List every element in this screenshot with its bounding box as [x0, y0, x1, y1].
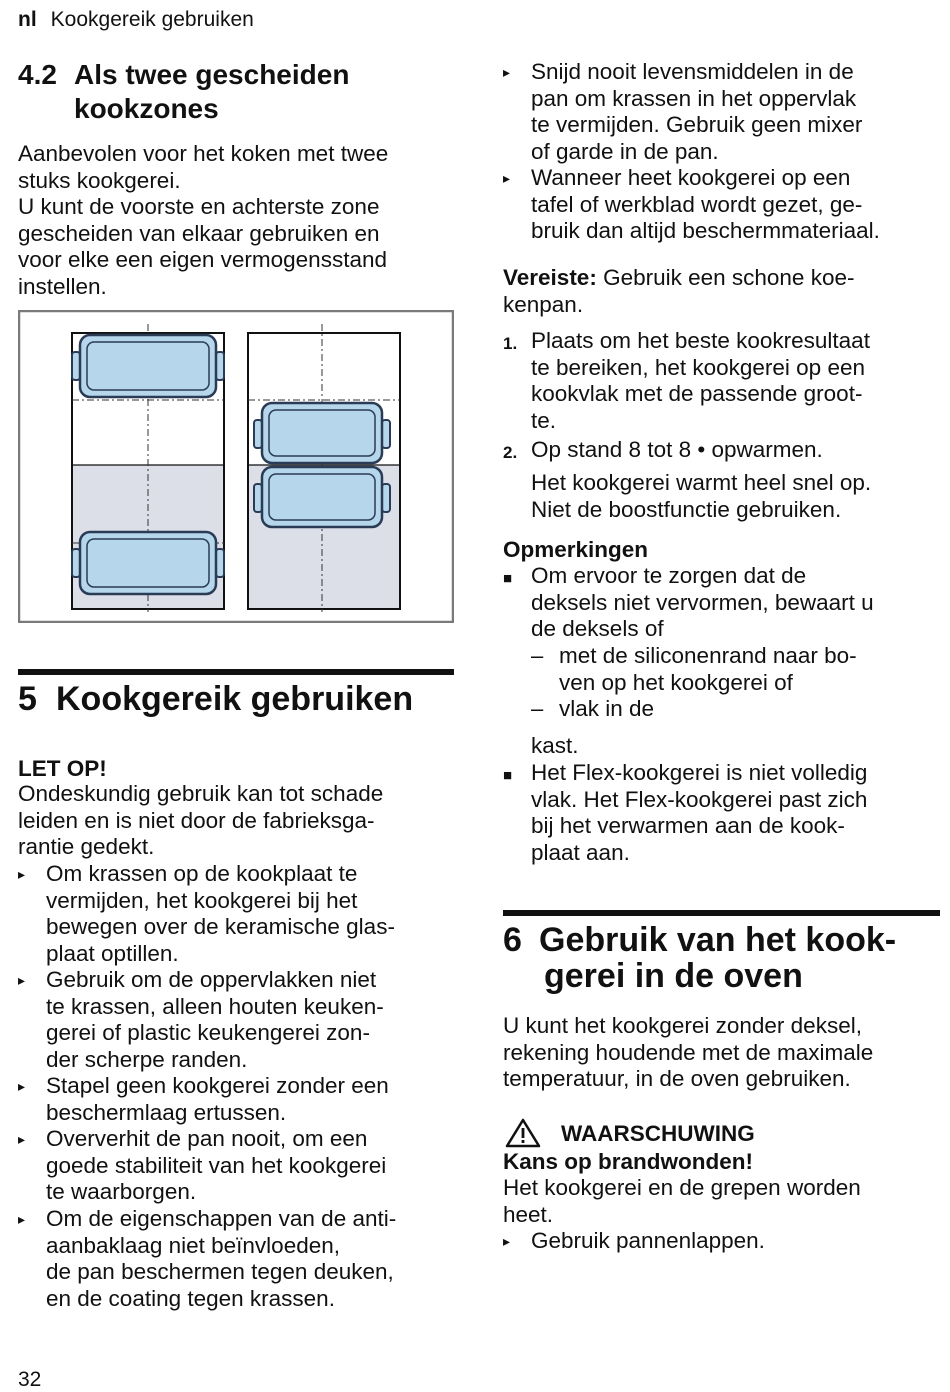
- cooktop-zones-illustration: [18, 310, 454, 623]
- page-number: 32: [18, 1368, 42, 1391]
- triangle-bullet-icon: ▸: [18, 1211, 26, 1227]
- remark-tail: kast.: [531, 733, 579, 758]
- bullet-line: of garde in de pan.: [531, 138, 719, 164]
- section-4-2-title-line2: kookzones: [74, 93, 219, 124]
- bullet-line: bewegen over de keramische glas-: [46, 914, 395, 939]
- square-bullet-icon: ■: [503, 570, 513, 587]
- step-line: Plaats om het beste kookresultaat: [531, 328, 870, 353]
- bullet-line: plaat optillen.: [46, 940, 179, 966]
- square-bullet-icon: ■: [503, 767, 513, 784]
- bullet-line: bruik dan altijd beschermmateriaal.: [531, 218, 880, 243]
- dash-line: met de siliconenrand naar bo-: [559, 643, 857, 668]
- remark-line: vlak. Het Flex-kookgerei past zich: [531, 786, 868, 812]
- step-line: te.: [531, 407, 557, 433]
- paragraph-line: U kunt het kookgerei zonder deksel,: [503, 1013, 862, 1038]
- notice-line: rantie gedekt.: [18, 834, 155, 859]
- remark-line: de deksels of: [531, 616, 664, 641]
- warning-text: [503, 1175, 861, 1228]
- paragraph-line: instellen.: [18, 273, 107, 299]
- pan-right-rear: [254, 467, 390, 527]
- bullet-line: Om de eigenschappen van de anti-: [46, 1206, 397, 1231]
- warning-triangle-icon: [505, 1118, 541, 1148]
- section-6-number: 6: [503, 921, 522, 959]
- paragraph-line: U kunt de voorste en achterste zone: [18, 194, 380, 219]
- triangle-bullet-icon: ▸: [18, 972, 26, 988]
- dash-line: ven op het kookgerei of: [559, 669, 793, 695]
- bullet-line: en de coating tegen krassen.: [46, 1285, 335, 1311]
- result-line: Niet de boostfunctie gebruiken.: [531, 496, 842, 522]
- bullet-line: gerei of plastic keukengerei zon-: [46, 1020, 370, 1045]
- remark-line: plaat aan.: [531, 839, 630, 865]
- bullet-line: Gebruik om de oppervlakken niet: [46, 967, 377, 992]
- bullet-line: de pan beschermen tegen deuken,: [46, 1259, 394, 1284]
- triangle-bullet-icon: ▸: [18, 866, 26, 882]
- result-line: Het kookgerei warmt heel snel op.: [531, 470, 872, 495]
- bullet-line: vermijden, het kookgerei bij het: [46, 887, 358, 913]
- bullet-line: Oververhit de pan nooit, om een: [46, 1126, 368, 1151]
- section-5-title: Kookgereik gebruiken: [56, 680, 414, 718]
- header-title: Kookgereik gebruiken: [50, 8, 254, 31]
- bullet-line: te krassen, alleen houten keuken-: [46, 993, 384, 1019]
- warning-title: WAARSCHUWING: [561, 1121, 755, 1146]
- dash-marker: –: [531, 696, 544, 721]
- bullet-line: te waarborgen.: [46, 1179, 197, 1204]
- prerequisite-label: Vereiste:: [503, 265, 597, 290]
- section-5-number: 5: [18, 680, 37, 718]
- notice-line: Ondeskundig gebruik kan tot schade: [18, 781, 384, 806]
- remark-line: bij het verwarmen aan de kook-: [531, 813, 845, 838]
- bullet-line: goede stabiliteit van het kookgerei: [46, 1152, 387, 1178]
- bullet-line: aanbaklaag niet beïnvloeden,: [46, 1232, 340, 1258]
- section-4-2-number: 4.2: [18, 59, 57, 90]
- pan-left-front: [72, 335, 224, 397]
- bullet-line: Snijd nooit levensmiddelen in de: [531, 59, 854, 84]
- step-number: 1.: [503, 334, 518, 353]
- prerequisite-text: Gebruik een schone koe-: [596, 265, 855, 290]
- paragraph-line: voor elke een eigen vermogensstand: [18, 247, 387, 272]
- bullet-line: Om krassen op de kookplaat te: [46, 861, 358, 886]
- bullet-line: der scherpe randen.: [46, 1046, 248, 1072]
- section-6-paragraph: [503, 1013, 873, 1093]
- remark-line: Om ervoor te zorgen dat de: [531, 563, 807, 588]
- paragraph-line: stuks kookgerei.: [18, 167, 181, 193]
- triangle-bullet-icon: ▸: [18, 1078, 26, 1094]
- remark-line: deksels niet vervormen, bewaart u: [531, 589, 874, 615]
- notice-text: [18, 781, 383, 861]
- section-6-title-line1: Gebruik van het kook-: [539, 921, 897, 959]
- triangle-bullet-icon: ▸: [503, 64, 511, 80]
- warning-line: Het kookgerei en de grepen worden: [503, 1175, 861, 1200]
- remark-line: Het Flex-kookgerei is niet volledig: [531, 760, 868, 785]
- triangle-bullet-icon: ▸: [503, 1233, 511, 1249]
- paragraph-line: temperatuur, in de oven gebruiken.: [503, 1066, 851, 1091]
- step-line: te bereiken, het kookgerei op een: [531, 354, 865, 380]
- step-result: [531, 470, 871, 523]
- dash-marker: –: [531, 643, 544, 668]
- pan-right-front: [254, 403, 390, 463]
- triangle-bullet-icon: ▸: [503, 170, 511, 186]
- bullet-line: te vermijden. Gebruik geen mixer: [531, 112, 863, 137]
- paragraph-line: gescheiden van elkaar gebruiken en: [18, 220, 380, 246]
- bullet-line: pan om krassen in het oppervlak: [531, 85, 857, 111]
- prerequisite: [503, 265, 854, 318]
- step-line: Op stand 8 tot 8 • opwarmen.: [531, 437, 823, 462]
- notice-line: leiden en is niet door de fabrieksga-: [18, 807, 375, 833]
- paragraph-line: rekening houdende met de maximale: [503, 1039, 874, 1065]
- header-language: nl: [18, 8, 37, 31]
- bullet-line: tafel of werkblad wordt gezet, ge-: [531, 191, 863, 217]
- dash-line: vlak in de: [559, 696, 655, 721]
- pan-left-rear: [72, 532, 224, 594]
- section-6-title-line2: gerei in de oven: [544, 957, 803, 995]
- page-header: [18, 8, 254, 32]
- warning-line: heet.: [503, 1201, 554, 1227]
- section-6-rule: [503, 910, 940, 916]
- triangle-bullet-icon: ▸: [18, 1131, 26, 1147]
- section-4-2-paragraph: [18, 141, 388, 300]
- bullet-line: beschermlaag ertussen.: [46, 1099, 287, 1125]
- step-line: kookvlak met de passende groot-: [531, 381, 863, 406]
- notice-title: LET OP!: [18, 756, 107, 781]
- remarks-title: Opmerkingen: [503, 537, 649, 562]
- section-4-2-title-line1: Als twee gescheiden: [74, 59, 350, 90]
- warning-header: [503, 1118, 943, 1148]
- warning-subtitle: Kans op brandwonden!: [503, 1149, 753, 1174]
- bullet-line: Wanneer heet kookgerei op een: [531, 165, 851, 190]
- step-number: 2.: [503, 443, 518, 462]
- section-5-rule: [18, 669, 454, 675]
- bullet-line: Stapel geen kookgerei zonder een: [46, 1073, 389, 1098]
- paragraph-line: Aanbevolen voor het koken met twee: [18, 141, 389, 166]
- prerequisite-text-cont: kenpan.: [503, 291, 584, 317]
- bullet-line: Gebruik pannenlappen.: [531, 1228, 765, 1253]
